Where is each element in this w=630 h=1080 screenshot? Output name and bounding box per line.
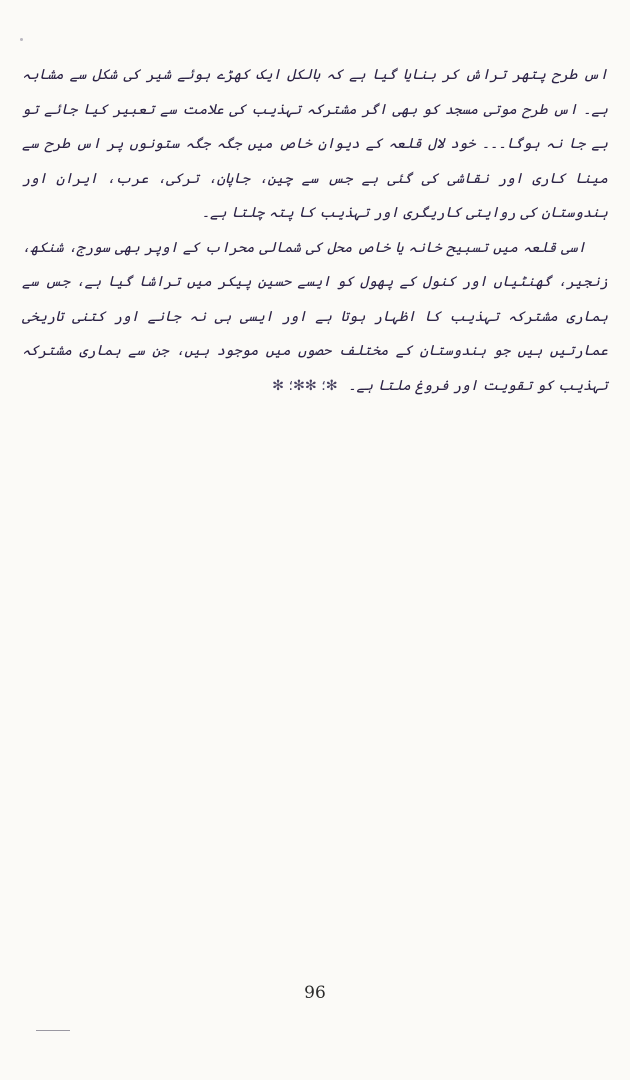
page-number: 96 <box>304 983 326 1003</box>
body-text <box>22 58 608 403</box>
footer-rule <box>36 1030 70 1031</box>
paragraph-1 <box>22 58 608 231</box>
end-ornament: ✻؛ ✻✻؛ ✻ <box>272 377 338 394</box>
paragraph-1-text: اس طرح پتھر تراش کر بنایا گیا ہے کہ بالکل ایک کھڑے ہوئے شیر کی شکل سے مشابہ ہے۔ اس طرح موتی مسجد کو بھی اگر مشترکہ تہذیب کی علامت سے تعبیر کیا جائے تو بے جا نہ ہوگا۔۔۔ خود لال قلعہ کے دیوانِ خاص میں جگہ جگہ ستونوں پر اس طرح سے مینا کاری اور نقاشی کی گئی ہے جس سے چین، جاپان، ترکی، عرب، ایران اور ہندوستان کی روایتی کاریگری اور تہذیب کا پتہ چلتا ہے۔ <box>22 67 608 221</box>
paragraph-2-text: اسی قلعہ میں تسبیح خانہ یا خاص محل کی شمالی محراب کے اوپر بھی سورج، شنکھ، زنجیر، گھنٹیاں اور کنول کے پھول کو ایسے حسین پیکر میں تراشا گیا ہے، جس سے ہماری مشترکہ تہذیب کا اظہار ہوتا ہے اور ایسی ہی نہ جانے اور کتنی تاریخی عمارتیں ہیں جو ہندوستان کے مختلف حصوں میں موجود ہیں، جن سے ہماری مشترکہ تہذیب کو تقویت اور فروغ ملتا ہے۔ <box>22 239 608 394</box>
paragraph-2 <box>22 231 608 404</box>
scan-speck <box>20 38 23 41</box>
